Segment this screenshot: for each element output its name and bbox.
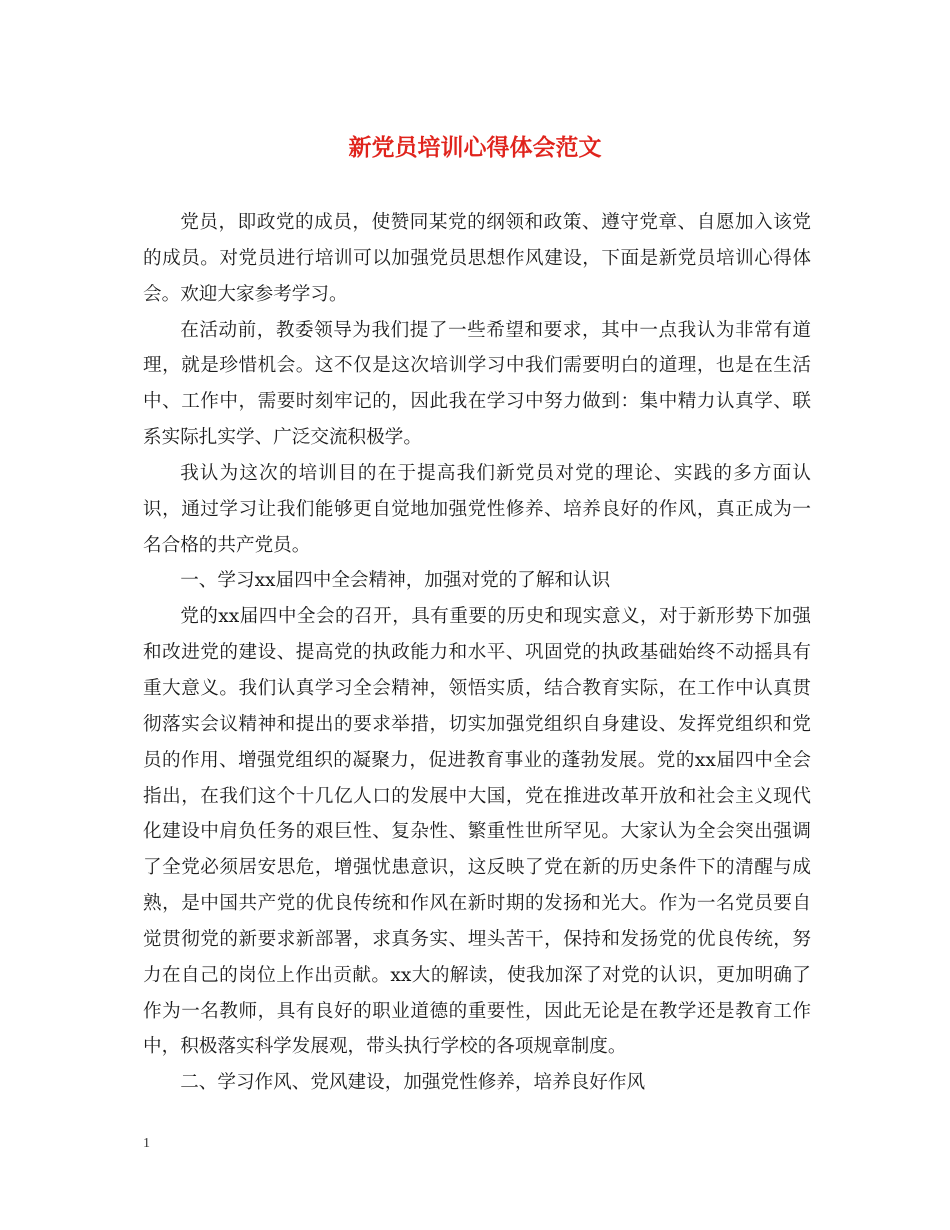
paragraph-training-purpose: 我认为这次的培训目的在于提高我们新党员对党的理论、实践的多方面认识，通过学习让我们能够更自觉地加强党性修养、培养良好的作风，真正成为一名合格的共产党员。 bbox=[143, 462, 811, 556]
section-heading-2: 二、学习作风、党风建设，加强党性修养，培养良好作风 bbox=[180, 1072, 646, 1094]
paragraph-plenum-spirit: 党的xx届四中全会的召开，具有重要的历史和现实意义，对于新形势下加强和改进党的建设、提高党的执政能力和水平、巩固党的执政基础始终不动摇具有重大意义。我们认真学习全会精神，领悟实质，结合教育实际，在工作中认真贯彻落实会议精神和提出的要求举措，切实加强党组织自身建设、发挥党组织和党员的作用、增强党组织的凝聚力，促进教育事业的蓬勃发展。党的xx届四中全会指出，在我们这个十几亿人口的发展中大国，党在推进改革开放和社会主义现代化建设中肩负任务的艰巨性、复杂性、繁重性世所罕见。大家认为全会突出强调了全党必须居安思危，增强忧患意识，这反映了党在新的历史条件下的清醒与成熟，是中国共产党的优良传统和作风在新时期的发扬和光大。作为一名党员要自觉贯彻党的新要求新部署，求真务实、埋头苦干，保持和发扬党的优良传统，努力在自己的岗位上作出贡献。xx大的解读，使我加深了对党的认识，更加明确了作为一名教师，具有良好的职业道德的重要性，因此无论是在教学还是教育工作中，积极落实科学发展观，带头执行学校的各项规章制度。 bbox=[143, 606, 811, 1058]
section-heading-1: 一、学习xx届四中全会精神，加强对党的了解和认识 bbox=[180, 570, 611, 592]
document-body bbox=[143, 205, 811, 1101]
paragraph-cherish-opportunity: 在活动前，教委领导为我们提了一些希望和要求，其中一点我认为非常有道理，就是珍惜机会。这不仅是这次培训学习中我们需要明白的道理，也是在生活中、工作中，需要时刻牢记的，因此我在学习中努力做到：集中精力认真学、联系实际扎实学、广泛交流积极学。 bbox=[143, 319, 811, 449]
document-title: 新党员培训心得体会范文 bbox=[348, 134, 602, 161]
page-number: 1 bbox=[143, 1136, 150, 1151]
paragraph-intro: 党员，即政党的成员，使赞同某党的纲领和政策、遵守党章、自愿加入该党的成员。对党员进行培训可以加强党员思想作风建设，下面是新党员培训心得体会。欢迎大家参考学习。 bbox=[143, 212, 811, 305]
